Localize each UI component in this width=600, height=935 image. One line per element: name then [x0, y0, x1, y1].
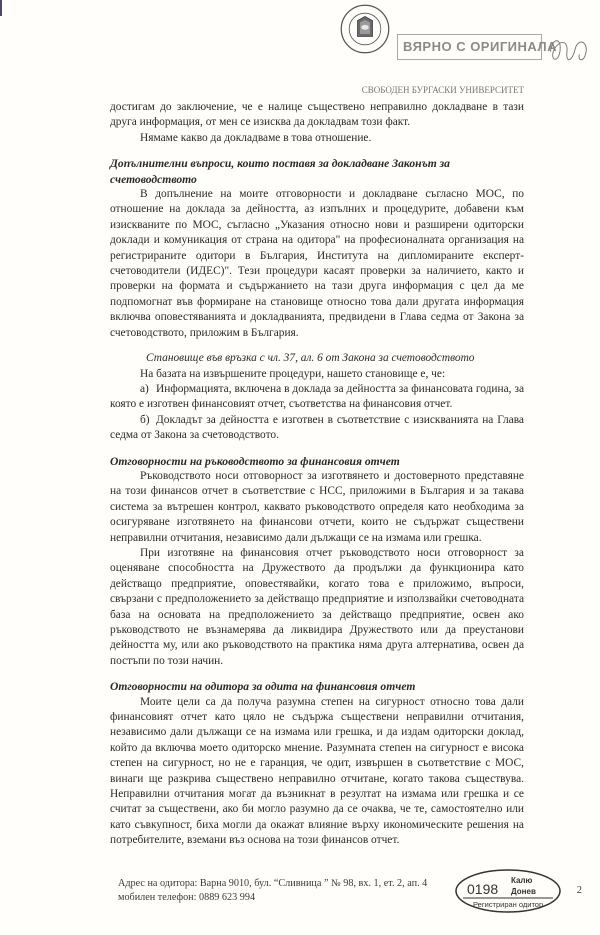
- auditor-last-name: Донев: [510, 886, 536, 896]
- section-auditor-responsibilities: [110, 679, 524, 848]
- opinion-item-a: [110, 382, 524, 413]
- auditor-title: Регистриран одитор: [472, 899, 543, 909]
- auditor-first-name: Калю: [510, 875, 533, 885]
- document-body: [0, 84, 600, 849]
- certified-copy-text: ВЯРНО С ОРИГИНАЛА: [403, 39, 557, 54]
- auditor-number: 0198: [466, 880, 498, 897]
- section-paragraph: При изготвяне на финансовия отчет ръководството носи отговорност за оценяване способността на Дружеството да продължи да функционира като действащо предприятие, оповестявайки, когато това е приложимо, въпроси, свързани с предположението за действащо предприятие и използвайки счетоводната база на основата на предположението за действащо предприятие, освен ако ръководството не възнамерява да ликвидира Дружеството или да преустанови дейността му, или ако ръководството на практика няма друга алтернатива, освен да постъпи по този начин.: [110, 546, 524, 667]
- item-text: Докладът за дейността е изготвен в съответствие с изискванията на Глава седма от Закона за счетоводството.: [110, 413, 524, 442]
- signature-icon: [545, 30, 593, 70]
- item-marker: а): [140, 382, 149, 395]
- intro-note: Нямаме какво да докладваме в това отношение.: [140, 131, 372, 144]
- section-subheading: Становище във връзка с чл. 37, ал. 6 от Закона за счетоводството: [146, 352, 475, 365]
- auditor-phone: мобилен телефон: 0889 623 994: [118, 891, 256, 903]
- university-seal-icon: [340, 4, 390, 54]
- registered-auditor-stamp-icon: [453, 867, 563, 915]
- section-management-responsibilities: [110, 454, 524, 670]
- intro-block: [110, 100, 524, 146]
- opinion-item-b: [110, 413, 524, 444]
- stamp-area: [0, 0, 600, 84]
- section-paragraph: В допълнение на моите отговорности и докладване съгласно МОС, по отношение на доклада за дейността, аз изпълних и процедурите, добавени към изискваните по МОС, съгласно „Указания относно нови и разширени одиторски доклади и комуникация от страна на одитора" на професионалната организация на регистрираните одитори в България, Института на дипломираните експерт-счетоводители (ИДЕС)". Тези процедури касаят проверки за наличието, както и проверки на формата и съдържанието на тази друга информация с цел да ме подпомогнат във формиране на становище относно това дали другата информация включва оповестяванията и докладванията, предвидени в Глава седма от Закона за счетоводството, приложим в България.: [110, 188, 524, 339]
- intro-text: достигам до заключение, че е налице съществено неправилно докладване в тази друга информация, от мен се изисква да докладвам този факт.: [110, 101, 524, 129]
- page-number: 2: [576, 885, 582, 897]
- section-paragraph: Ръководството носи отговорност за изготвянето и достоверното представяне на този финансов отчет в съответствие с НСС, приложими в България и за такава система за вътрешен контрол, каквато ръководството определя като необходима за осигуряване изготвянето на финансови отчети, които не съдържат съществени неправилни отчитания, независимо дали дължащи се на измама или грешка.: [110, 469, 524, 544]
- section-heading: Отговорности на ръководството за финансовия отчет: [110, 454, 400, 468]
- auditor-address: Адрес на одитора: Варна 9010, бул. “Сливница ” № 98, вх. 1, ет. 2, ап. 4: [118, 878, 428, 890]
- section-paragraph: Моите цели са да получа разумна степен на сигурност относно това дали финансовият отчет като цяло не съдържа съществени неправилни отчитания, независимо дали дължащи се на измама или грешка, и да издам одиторски доклад, който да включва моето одиторско мнение. Разумната степен на сигурност е висока степен на сигурност, но не е гаранция, че одит, извършен в съответствие с МОС, винаги ще разкрива съществено неправилно отчитане, когато такова съществува. Неправилни отчитания могат да възникнат в резултат на измама или грешка и се считат за съществени, ако би могло разумно да се очаква, че те, самостоятелно или като съвкупност, биха могли да окажат влияние върху икономическите решения на потребителите, вземани въз основа на този финансов отчет.: [110, 695, 524, 847]
- section-opinion-art37: [110, 351, 524, 443]
- section-additional-matters: [110, 156, 524, 341]
- seal-caption: СВОБОДЕН БУРГАСКИ УНИВЕРСИТЕТ: [361, 85, 524, 95]
- certified-copy-stamp: [397, 34, 557, 60]
- opinion-intro: На базата на извършените процедури, нашето становище е, че:: [140, 367, 446, 380]
- item-marker: б): [140, 413, 150, 426]
- footer-row: [0, 867, 600, 915]
- footer: [118, 877, 445, 904]
- item-text: Информацията, включена в доклада за дейността за финансовата година, за която е изготвен финансовият отчет, съответства на финансовия отчет.: [110, 382, 524, 411]
- section-heading: Отговорности на одитора за одита на финансовия отчет: [110, 680, 416, 694]
- section-heading: Допълнителни въпроси, които поставя за докладване Законът за счетоводството: [110, 157, 450, 186]
